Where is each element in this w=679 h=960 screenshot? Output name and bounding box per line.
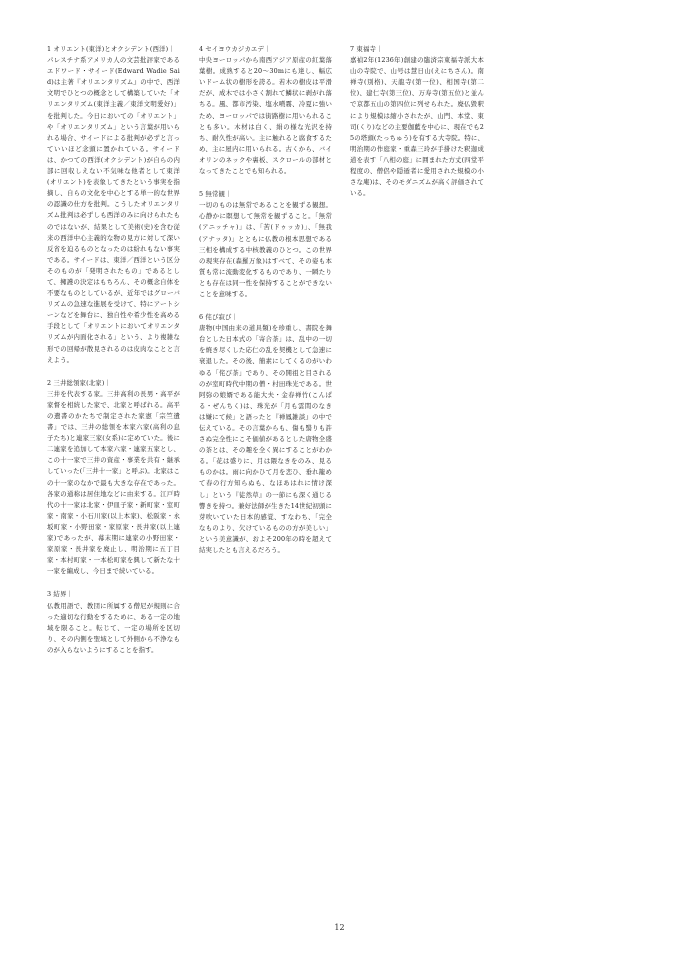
note-body: 中央ヨーロッパから南西アジア原産の紅葉落葉樹。成熟すると20～30mにも達し、幅広いドーム状の樹形を誇る。若木の樹皮は平滑だが、成木では小さく割れて鱗状に剥がれ落ちる。風、都市汚染、塩水噴霧、冷夏に強いため、ヨーロッパでは街路樹に用いられることも多い。木材は白く、絹の様な光沢を持ち、耐久性が高い。主に触れると腐食するため、主に屋内に用いられる。古くから、バイオリンのネックや裏板、スクロールの部材となってきたことでも知られる。 [199, 56, 332, 176]
note-entry-3 [47, 589, 180, 656]
note-heading: 3 結界｜ [47, 590, 74, 599]
note-heading: 6 侘び寂び｜ [199, 313, 239, 322]
note-body: 仏教用語で、教団に所属する僧尼が規則に合った適切な行動をするために、ある一定の地域を限ること。転じて、一定の場所を区切り、その内側を聖域として外側から不浄なものが入らないようにすることを指す。 [47, 601, 180, 654]
note-entry-7 [350, 44, 484, 199]
note-heading: 5 無常観｜ [199, 190, 232, 199]
note-body: パレスチナ系アメリカ人の文芸批評家であるエドワード・サイード(Edward Wadie Said)は主著『オリエンタリズム』の中で、西洋文明でひとつの概念として構築していた「オリエンタリズム(東洋主義／東洋文明愛好)」を批判した。今日においての「オリエント」や「オリエンタリズム」という言葉が用いられる場合、サイードによる批判が必ずと言っていいほど念頭に置かれている。サイードは、かつての西洋(オクシデント)が自らの内部に回収しえない不気味な他者として東洋(オリエント)を表象してきたという事実を指摘し、自らの文化を中心とする単一的な世界の認識の仕方を批判。こうしたオリエンタリズム批判は必ずしも西洋のみに向けられたものではないが、結果として美術(史)を含む従来の西洋中心主義的な物の見方に対して深い反省を迫るものとなったのは紛れもない事実である。サイードは、東洋／西洋という区分そのものが「発明されたもの」であるとして、擁護の決定はもちろん、その概念自体を不要なものとしているが、近年ではグローバリズムの急速な進展を受けて、特にアートシーンなどを舞台に、独自性や希少性を高める手段として「オリエントにおいてオリエンタリズムが内面化される」という、より複雑な形での回帰が散見されるのは皮肉なことと言えよう。 [47, 56, 180, 364]
note-body: 唐物(中国由来の道具類)を珍重し、書院を舞台とした日本式の「寄合茶」は、乱中の一切を焼き尽くした応仁の乱を契機として急速に衰退した。その後、簡素にしてくるのがいわゆる「侘び茶」であり、その開祖と目されるのが室町時代中期の僧・村田珠光である。世阿弥の娘婿である能大夫・金春禅竹(こんぱる・ぜんちく)は、珠光が「月も雲間のなきは嫌にて候」と語ったと『禅鳳雑談』の中で伝えている。その言葉からも、傷も翳りも許さぬ完全性にこそ価値があるとした唐物全盛の茶とは、その趣を全く異にすることがわかる。「花は盛りに、月は隈なきをのみ、見るものかは。雨に向かひて月を恋ひ、垂れ籠めて春の行方知らぬも、なほあはれに情け深し」という『徒然草』の一節にも深く通じる響きを持つ。兼好法師が生きた14世紀初頭に芽吹いていた日本的感覚、すなわち、「完全なものより、欠けているものの方が美しい」という美意識が、およそ200年の時を超えて結実したとも言えるだろう。 [199, 324, 332, 555]
note-heading: 7 東福寺｜ [350, 45, 383, 53]
note-body: 三井を代表する家。三井高利の長男・高平が家督を相続した家で、北家と呼ばれる。高平の遺書のかたちで制定された家憲「宗竺遺書」では、三井の総領を本家六家(高利の息子たち)と連家三家(女系)に定めていた。後に二連家を追加して本家六家・連家五家とし、この十一家で三井の資産・事業を共有・継承していった(「三井十一家」と呼ぶ)。北家はこの十一家のなかで最も大きな存在であった。各家の通称は居住地などに由来する。江戸時代の十一家は北家・伊皿子家・新町家・室町家・南家・小石川家(以上本家)、松阪家・永坂町家・小野田家・家原家・長井家(以上連家)であったが、幕末期に連家の小野田家・家原家・長井家を廃止し、明治期に五丁目家・本村町家・一本松町家を興して新たな十一家を編成し、今日まで続いている。 [47, 389, 180, 576]
note-body: 一切のものは無常であることを観ずる観想。心静かに瞑想して無常を観ずること。「無常(アニッチャ)」は、「苦(ドゥッカ)」、「無我(アナッタ)」とともに仏教の根本思想である三相を構成する中核教義のひとつ。この世界の現実存在(森羅万象)はすべて、その姿も本質も常に流動変化するものであり、一瞬たりとも存在は同一性を保持することができないことを意味する。 [199, 201, 332, 298]
note-heading: 2 三井総領家(北家)｜ [47, 378, 112, 387]
note-entry-1 [47, 44, 180, 366]
column-2 [199, 44, 332, 568]
note-entry-4 [199, 44, 332, 177]
note-entry-6 [199, 312, 332, 556]
note-entry-2 [47, 378, 180, 578]
note-entry-5 [199, 189, 332, 300]
note-body: 嘉禎2年(1236年)創建の臨済宗東福寺派大本山の寺院で、山号は慧日山(えにちさん)。南禅寺(別格)、天龍寺(第一位)、相国寺(第二位)、建仁寺(第三位)、万寿寺(第五位)と並んで京都五山の第四位に列せられた。廃仏毀釈により規模は縮小されたが、山門、本堂、東司(くり)などの主要伽藍を中心に、現在でも25の塔頭(たっちゅう)を有する大寺院。特に、明治期の作庭家・重森三玲が手掛けた釈迦成道を表す「八相の庭」に囲まれた方丈(四堂平程度の、僧侶や隠遁者に愛用された規模の小さな庵)は、そのモダニズムが高く評価されている。 [350, 56, 484, 198]
page-number: 12 [334, 923, 345, 932]
note-heading: 1 オリエント(東洋)とオクシデント(西洋)｜ [47, 45, 175, 53]
column-1 [47, 44, 180, 668]
column-3 [350, 44, 484, 211]
note-heading: 4 セイヨウカジカエデ｜ [199, 45, 271, 53]
